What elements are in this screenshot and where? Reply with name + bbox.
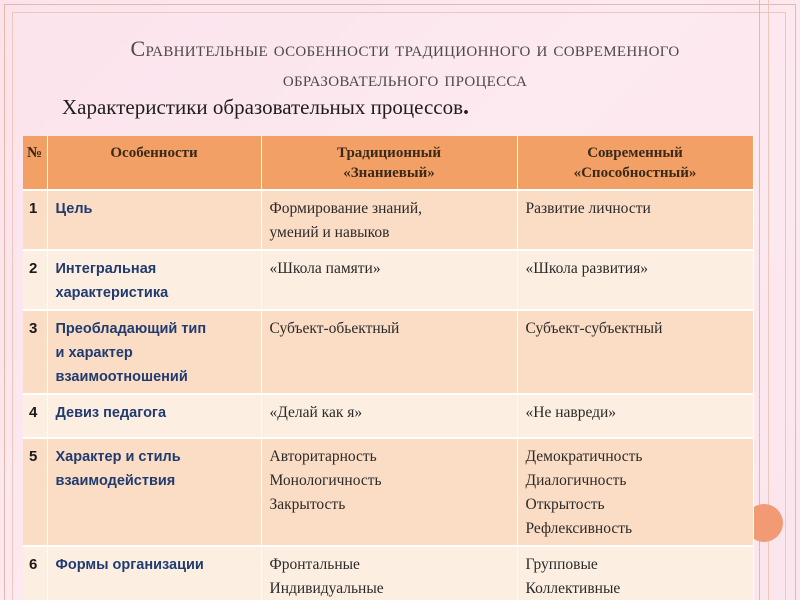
header-modern-line-1: Современный	[587, 145, 683, 161]
table-header-row	[23, 136, 753, 190]
row-modern	[517, 438, 753, 546]
table-row	[23, 546, 753, 600]
row-num: 6	[23, 546, 47, 600]
row-num: 2	[23, 250, 47, 310]
cell-line: Развитие личности	[525, 200, 651, 217]
row-feature	[47, 250, 261, 310]
row-traditional	[261, 310, 517, 394]
cell-line: Закрытость	[269, 496, 346, 513]
cell-line: Демократичность	[525, 448, 643, 465]
title-line-1: Сравнительные особенности традиционного и современного	[130, 36, 680, 61]
cell-line: Девиз педагога	[55, 405, 167, 421]
cell-line: Формирование знаний,	[269, 200, 423, 217]
row-num: 1	[23, 190, 47, 250]
cell-line: Индивидуальные	[269, 580, 384, 597]
table-row	[23, 250, 753, 310]
cell-line: Формы организации	[55, 557, 204, 573]
subtitle-text: Характеристики образовательных процессов	[62, 95, 464, 119]
row-traditional	[261, 438, 517, 546]
row-num: 3	[23, 310, 47, 394]
row-traditional	[261, 546, 517, 600]
table-row	[23, 394, 753, 438]
comparison-table	[23, 136, 754, 600]
cell-line: Монологичность	[269, 472, 382, 489]
cell-line: умений и навыков	[269, 224, 390, 241]
header-num: №	[23, 136, 47, 190]
row-traditional	[261, 190, 517, 250]
header-feature: Особенности	[47, 136, 261, 190]
cell-line: Рефлексивность	[525, 520, 633, 537]
row-modern	[517, 190, 753, 250]
row-feature	[47, 438, 261, 546]
row-modern	[517, 546, 753, 600]
cell-line: Открытость	[525, 496, 605, 513]
title-line-2: образовательного процесса	[282, 66, 528, 91]
row-num: 4	[23, 394, 47, 438]
slide-title	[60, 34, 750, 94]
cell-line: Авторитарность	[269, 448, 377, 465]
cell-line: и характер	[55, 345, 133, 361]
cell-line: Групповые	[525, 556, 598, 573]
header-traditional-line-1: Традиционный	[337, 145, 441, 161]
row-traditional	[261, 250, 517, 310]
table-row	[23, 438, 753, 546]
row-modern	[517, 310, 753, 394]
table-row	[23, 190, 753, 250]
cell-line: Преобладающий тип	[55, 321, 207, 337]
cell-line: «Делай как я»	[269, 404, 363, 421]
row-traditional	[261, 394, 517, 438]
cell-line: Субъект-обьектный	[269, 320, 400, 337]
cell-line: «Школа памяти»	[269, 260, 381, 277]
cell-line: «Не навреди»	[525, 404, 617, 421]
cell-line: характеристика	[55, 285, 169, 301]
cell-line: Субъект-субъектный	[525, 320, 663, 337]
table-row	[23, 310, 753, 394]
slide-subtitle	[62, 94, 469, 121]
subtitle-dot: .	[463, 94, 470, 120]
cell-line: взаимоотношений	[55, 369, 188, 385]
header-traditional-line-2: «Знаниевый»	[343, 165, 435, 181]
cell-line: Цель	[55, 201, 93, 217]
cell-line: Диалогичность	[525, 472, 627, 489]
row-feature	[47, 394, 261, 438]
cell-line: взаимодействия	[55, 473, 176, 489]
cell-line: Коллективные	[525, 580, 621, 597]
header-modern	[517, 136, 753, 190]
row-modern	[517, 250, 753, 310]
cell-line: Интегральная	[55, 261, 157, 277]
cell-line: Фронтальные	[269, 556, 360, 573]
cell-line: «Школа развития»	[525, 260, 648, 277]
row-feature	[47, 310, 261, 394]
row-modern	[517, 394, 753, 438]
row-feature	[47, 190, 261, 250]
row-num: 5	[23, 438, 47, 546]
header-modern-line-2: «Способностный»	[573, 165, 697, 181]
header-traditional	[261, 136, 517, 190]
row-feature	[47, 546, 261, 600]
cell-line: Характер и стиль	[55, 449, 181, 465]
